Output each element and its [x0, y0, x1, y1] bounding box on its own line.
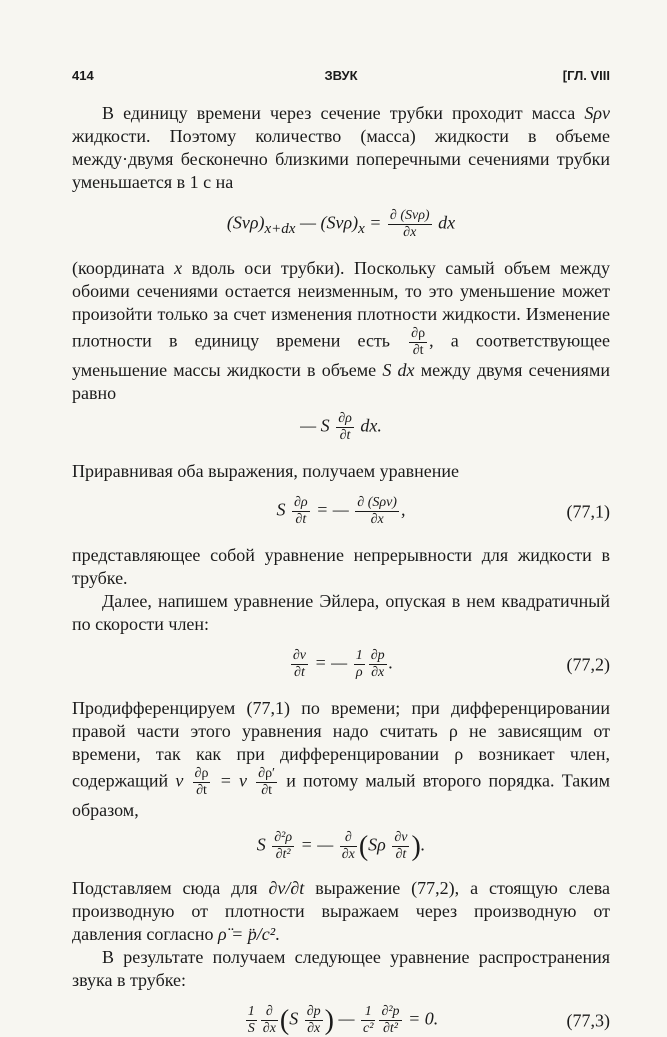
paragraph-7: Подставляем сюда для ∂v/∂t выражение (77,2), а стоящую слева производную от плотности выражаем через производную от давления согласно ρ̈ = p̈/c². [72, 878, 611, 945]
fraction: $\frac{\text{∂²p}}{\text{∂t²}}$ [381, 1004, 400, 1037]
fraction: $\frac{\partial\rho}{\partial t}$ [194, 766, 209, 799]
equation-number: (77,2) [566, 654, 610, 675]
equation-number: (77,1) [566, 501, 610, 522]
fraction: $\frac{\partial\rho'}{\partial t}$ [258, 766, 276, 799]
paragraph-1: В единицу времени через сечение трубки проходит масса Sρv жидкости. Поэтому количество (масса) жидкости в объеме между·двумя бесконечно близкими поперечными сечениями трубки уменьшается в 1 с на [72, 103, 610, 192]
fraction: $\frac{\partial}{\partial x}$ [341, 830, 355, 863]
fraction: $\frac{\partial p}{\partial x}$ [306, 1004, 321, 1037]
equation-number: (77,3) [566, 1010, 610, 1031]
fraction: $\frac{\partial v}{\partial t}$ [394, 830, 408, 863]
equation-77-2: $\frac{\partial v}{\partial t}$ = — $\frac{1}{\rho}$ $\frac{\partial p}{\partial x}$ . (77,2) [292, 648, 610, 681]
fraction: $\frac{\partial p}{\partial x}$ [370, 648, 385, 681]
paragraph-4: представляющее собой уравнение непрерывности для жидкости в трубке. [72, 545, 610, 589]
fraction: $\frac{\partial}{\partial x}$ [262, 1004, 276, 1037]
fraction: $\frac{\partial\rho}{\partial t}$ [294, 495, 308, 528]
fraction: $\frac{1}{S}$ [247, 1004, 255, 1037]
chapter-title: ЗВУК [324, 68, 358, 83]
mass-expression: Sρv [584, 103, 610, 123]
equation-second-derivative: S $\frac{\text{∂²ρ}}{\text{∂t²}}$ = — $\frac{\partial}{\partial x}$ (Sρ $\frac{\partial v}{\partial t}$ ). [256, 830, 426, 863]
paragraph-8: В результате получаем следующее уравнение распространения звука в трубке: [72, 947, 610, 991]
equation-density-decrease: — S $\frac{\partial\rho}{\partial t}$ dx. [300, 411, 382, 444]
fraction: $\frac{\text{∂ (Svρ)}}{\partial x}$ [389, 208, 430, 240]
equation-77-3: $\frac{1}{S}$ $\frac{\partial}{\partial x}$ (S $\frac{\partial p}{\partial x}$ ) — $\frac{1}{\text{c²}}$ $\frac{\text{∂²p}}{\text{∂t²}}$ = 0. (77,3) [247, 1004, 610, 1037]
page-body [72, 102, 610, 1037]
fraction: $\frac{1}{\text{c²}}$ [363, 1004, 374, 1037]
fraction: $\frac{1}{\rho}$ [355, 648, 363, 681]
equation-77-1: S $\frac{\partial\rho}{\partial t}$ = — $\frac{\text{∂ (Sρv)}}{\partial x}$ , (77,1) [276, 495, 610, 528]
fraction: $\frac{\text{∂²ρ}}{\text{∂t²}}$ [274, 830, 293, 863]
page-header [72, 68, 610, 88]
page-number: 414 [72, 68, 94, 83]
paragraph-3: Приравнивая оба выражения, получаем уравнение [72, 461, 460, 482]
fraction: $\frac{\text{∂ (Sρv)}}{\partial x}$ [357, 495, 397, 528]
paragraph-5: Далее, напишем уравнение Эйлера, опуская в нем квадратичный по скорости член: [72, 591, 610, 635]
paragraph-6: Продифференцируем (77,1) по времени; при дифференцировании правой части этого уравнения надо считать ρ не зависящим от времени, так как при дифференцировании ρ возникает член, содержащий v $\frac{\partial\rho}{\partial t}$ = v $\frac{\partial\rho'}{\partial t}$ и потому малый второго порядка. Таким образом, [72, 698, 611, 821]
fraction: $\frac{\partial\rho}{\partial t}$ [411, 326, 426, 359]
fraction: $\frac{\partial\rho}{\partial t}$ [338, 411, 352, 444]
paragraph-2: (координата x вдоль оси трубки). Поскольку самый объем между обоими сечениями остается неизменным, то это уменьшение может произойти только за счет изменения плотности жидкости. Изменение плотности в единицу времени есть $\frac{\partial\rho}{\partial t}$ , а соответствующее уменьшение массы жидкости в объеме S dx между двумя сечениями равно [72, 258, 610, 404]
fraction: $\frac{\partial v}{\partial t}$ [292, 648, 307, 681]
equation-mass-change: $(Sv\rho)_{x+dx}$ — $(Sv\rho)_x$ = $\frac{\text{∂ (Svρ)}}{\partial x}$ dx [226, 208, 456, 240]
section-label: [ГЛ. VIII [562, 68, 610, 83]
